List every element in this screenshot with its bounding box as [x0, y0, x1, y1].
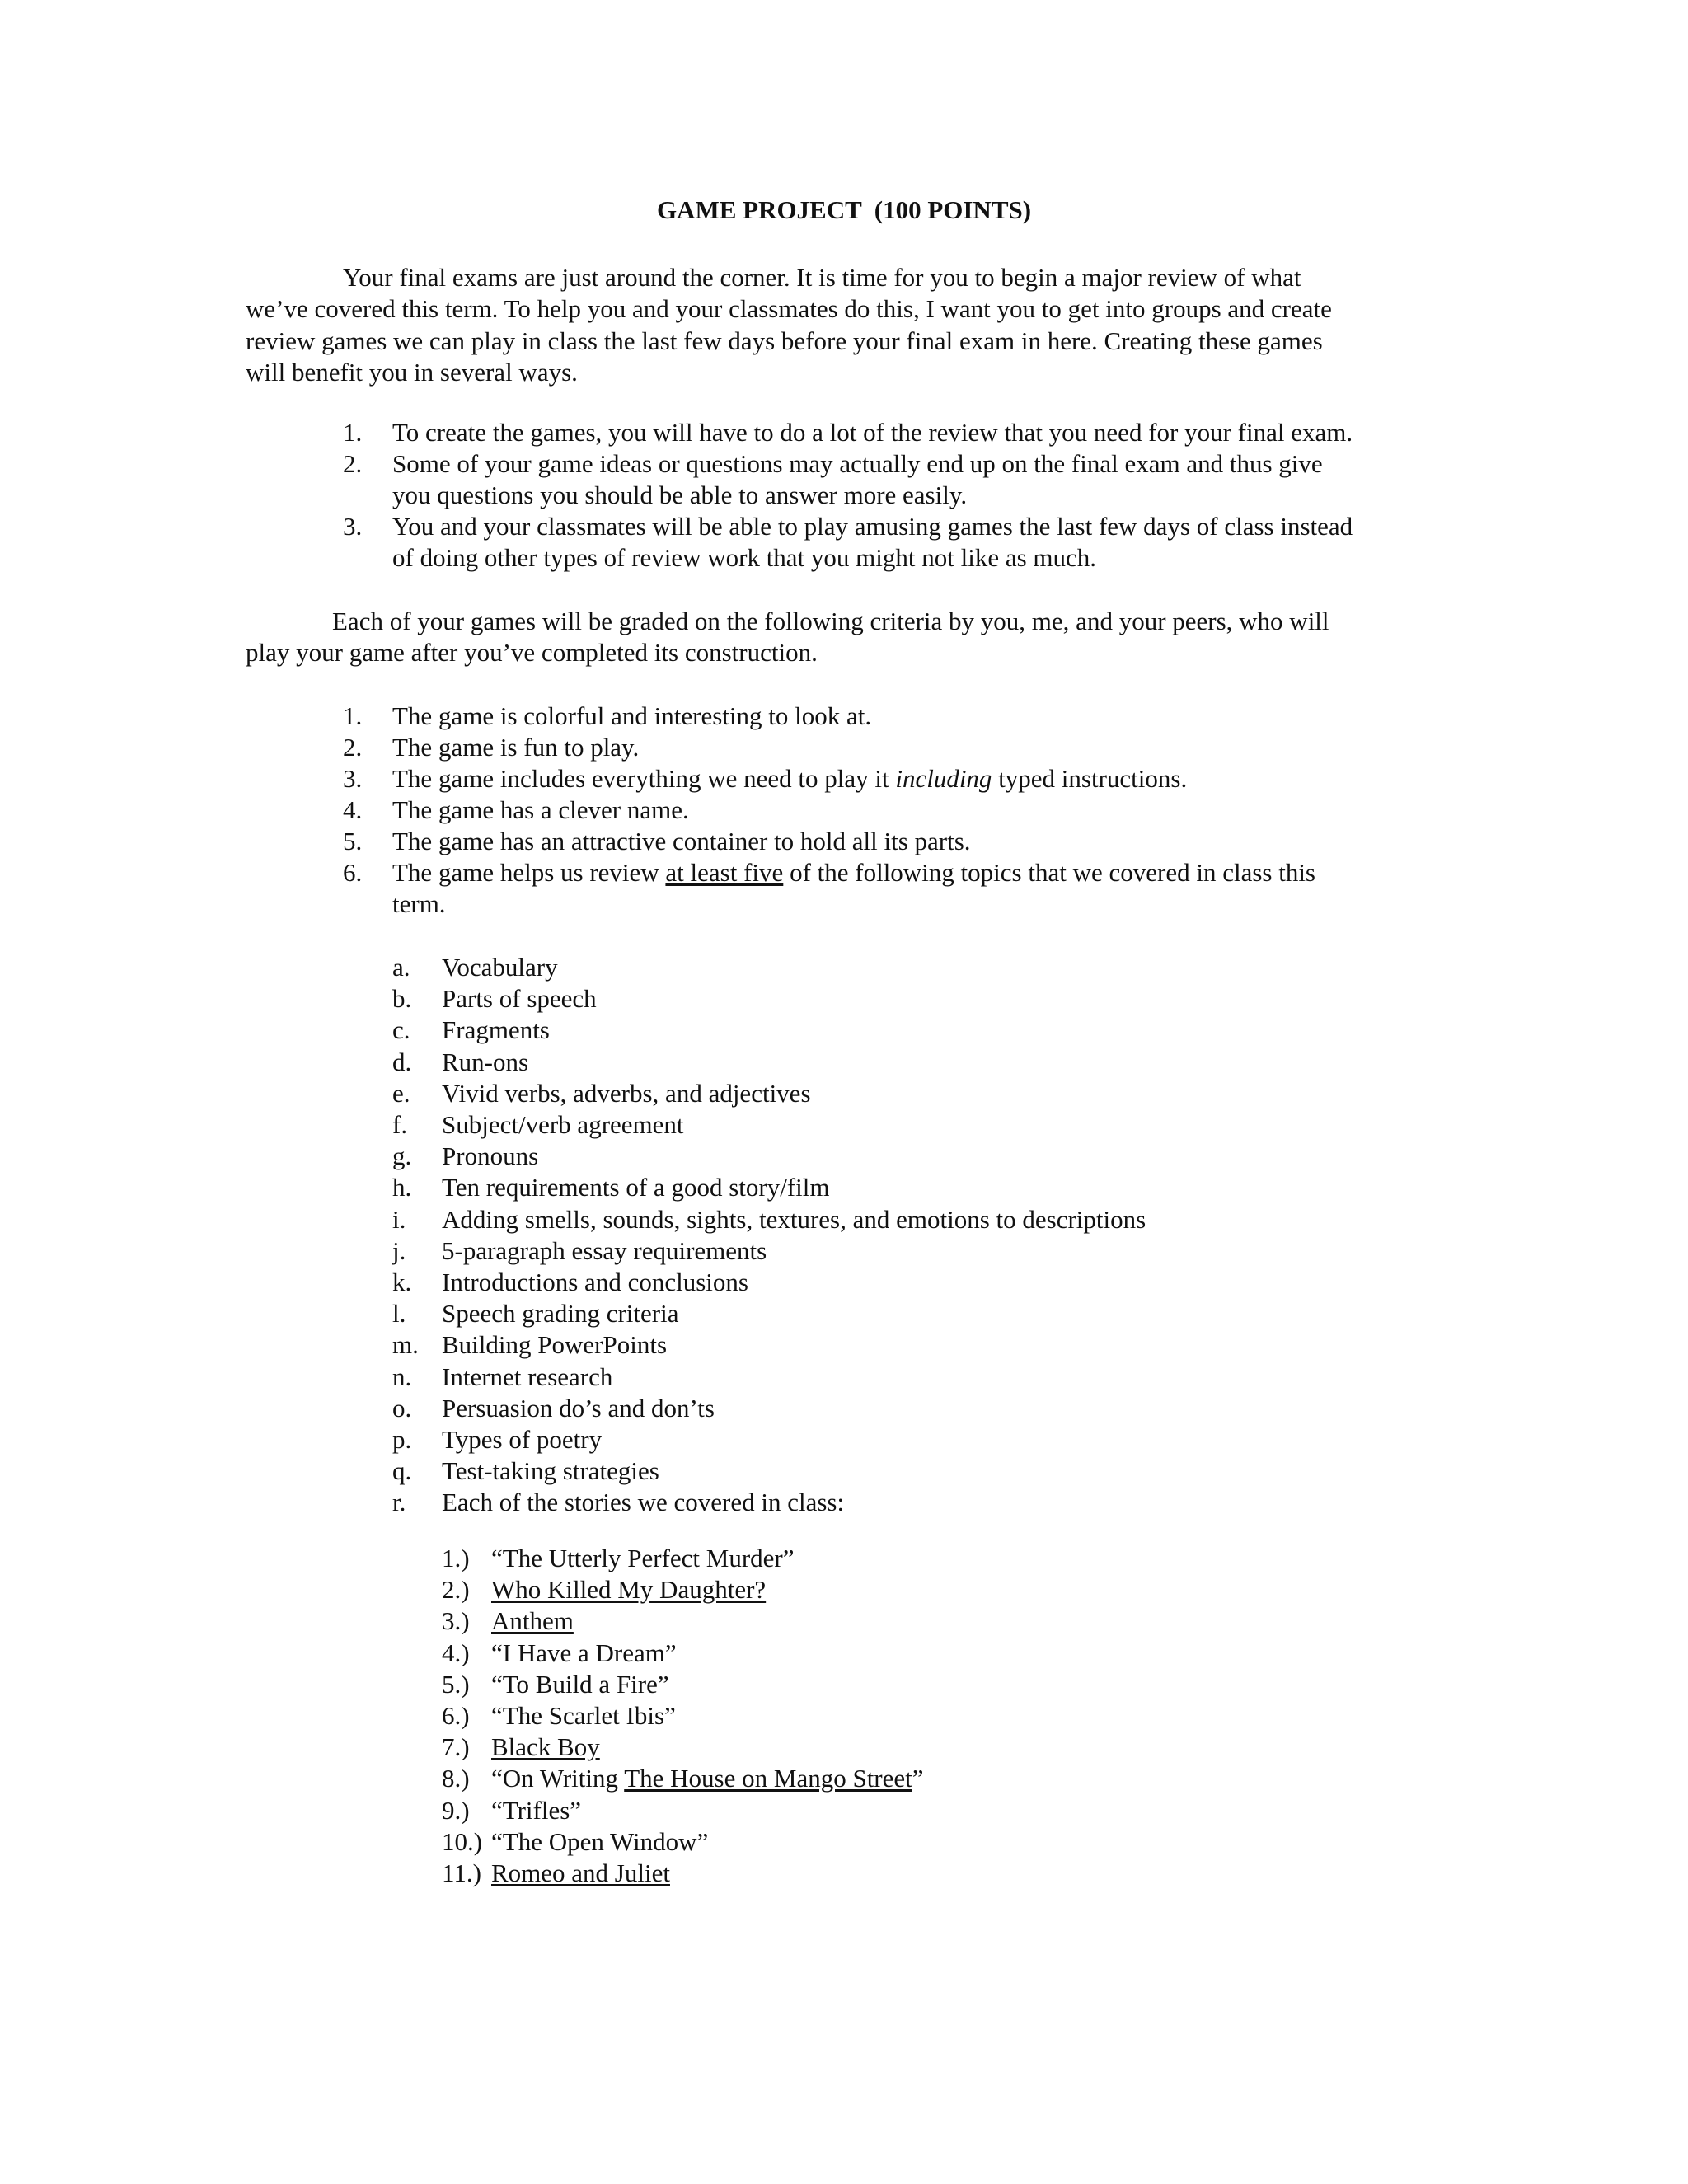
list-text: The game is fun to play. [392, 733, 640, 762]
list-text: The game has a clever name. [392, 795, 689, 824]
topic-text: Test-taking strategies [442, 1456, 659, 1486]
story-text: “To Build a Fire” [491, 1669, 669, 1699]
underlined-title: Black Boy [491, 1732, 600, 1762]
intro-line: will benefit you in several ways. [246, 357, 578, 387]
story-number: 4.) [442, 1638, 470, 1667]
list-text: The game helps us review [392, 858, 666, 887]
story-number: 7.) [442, 1732, 470, 1762]
topic-text: Run-ons [442, 1047, 529, 1076]
grading-line: play your game after you’ve completed its construction. [246, 638, 818, 668]
story-title [491, 1574, 766, 1605]
list-number: 3. [343, 764, 363, 793]
list-number: 2. [343, 449, 363, 478]
story-title [491, 1543, 795, 1574]
intro-line: review games we can play in class the last few days before your final exam in here. Creating these games [246, 326, 1323, 355]
topic-letter: r. [392, 1488, 406, 1517]
story-number: 6.) [442, 1701, 470, 1730]
story-text: “The Scarlet Ibis” [491, 1701, 676, 1730]
grading-paragraph [246, 606, 1441, 669]
list-text: The game includes everything we need to play it [392, 764, 896, 793]
topic-text: Parts of speech [442, 984, 597, 1014]
topic-text: Persuasion do’s and don’ts [442, 1393, 715, 1422]
list-number: 2. [343, 733, 363, 762]
list-text: typed instructions. [992, 764, 1188, 793]
list-text: Some of your game ideas or questions may actually end up on the final exam and thus give [392, 449, 1323, 478]
topic-letter: n. [392, 1361, 412, 1391]
topic-letter: h. [392, 1173, 412, 1202]
topic-text: Building PowerPoints [442, 1330, 668, 1360]
list-text: of the following topics that we covered in class this [783, 858, 1315, 887]
list-number: 4. [343, 795, 363, 824]
story-title [491, 1638, 677, 1669]
list-number: 5. [343, 827, 363, 855]
topic-text: Fragments [442, 1015, 550, 1045]
topic-letter: e. [392, 1078, 410, 1108]
story-text: “On Writing [491, 1764, 625, 1793]
list-text: To create the games, you will have to do a lot of the review that you need for your final exam. [392, 418, 1353, 447]
topic-letter: g. [392, 1141, 412, 1171]
story-number: 8.) [442, 1764, 470, 1793]
story-title [491, 1795, 581, 1826]
story-text: “The Open Window” [491, 1826, 709, 1856]
emphasis-text: including [895, 764, 992, 793]
topic-letter: a. [392, 953, 410, 982]
list-number: 6. [343, 858, 363, 887]
underlined-title: Anthem [491, 1606, 574, 1636]
topic-text: 5-paragraph essay requirements [442, 1235, 767, 1265]
list-text: you questions you should be able to answer more easily. [392, 480, 968, 510]
story-number: 11.) [442, 1858, 481, 1887]
topic-letter: b. [392, 984, 412, 1014]
story-number: 5.) [442, 1669, 470, 1699]
topic-text: Internet research [442, 1361, 613, 1391]
topic-text: Subject/verb agreement [442, 1110, 684, 1139]
story-title [491, 1826, 708, 1858]
topic-letter: p. [392, 1425, 412, 1454]
intro-paragraph [246, 262, 1441, 388]
story-text: ” [912, 1764, 924, 1793]
list-text: term. [392, 889, 446, 919]
story-title [491, 1605, 574, 1637]
list-number: 1. [343, 701, 363, 730]
topic-text: Speech grading criteria [442, 1299, 679, 1329]
story-title [491, 1669, 669, 1700]
topic-text: Each of the stories we covered in class: [442, 1488, 845, 1517]
story-text: “Trifles” [491, 1795, 582, 1825]
story-title [491, 1763, 924, 1794]
list-text: The game is colorful and interesting to look at. [392, 701, 872, 730]
list-text: of doing other types of review work that you might not like as much. [392, 543, 1097, 573]
story-title [491, 1700, 676, 1732]
topic-text: Vivid verbs, adverbs, and adjectives [442, 1078, 811, 1108]
list-text: The game has an attractive container to hold all its parts. [392, 827, 971, 855]
grading-line: Each of your games will be graded on the following criteria by you, me, and your peers, who will [332, 607, 1329, 635]
topic-letter: q. [392, 1456, 412, 1486]
page-title: GAME PROJECT (100 POINTS) [656, 195, 1032, 224]
underlined-text: at least five [665, 858, 784, 887]
topic-text: Introductions and conclusions [442, 1268, 748, 1296]
intro-line: we’ve covered this term. To help you and your classmates do this, I want you to get into groups and create [246, 294, 1332, 324]
list-number: 1. [343, 418, 363, 447]
topic-text: Ten requirements of a good story/film [442, 1173, 830, 1202]
topic-letter: l. [392, 1299, 406, 1329]
topic-letter: f. [392, 1110, 408, 1139]
story-number: 9.) [442, 1795, 470, 1825]
topic-letter: c. [392, 1015, 410, 1045]
topic-letter: d. [392, 1047, 412, 1076]
story-text: “I Have a Dream” [491, 1638, 677, 1667]
topic-letter: k. [392, 1268, 412, 1296]
topic-text: Vocabulary [442, 953, 558, 982]
list-text: You and your classmates will be able to play amusing games the last few days of class instead [392, 512, 1353, 541]
underlined-title: The House on Mango Street [624, 1764, 912, 1793]
topic-text: Types of poetry [442, 1425, 603, 1454]
topic-letter: m. [392, 1330, 419, 1360]
story-title [491, 1858, 670, 1889]
story-number: 2.) [442, 1575, 470, 1605]
topic-text: Pronouns [442, 1141, 539, 1171]
topic-letter: i. [392, 1204, 406, 1234]
list-number: 3. [343, 512, 363, 541]
story-text: “The Utterly Perfect Murder” [491, 1544, 795, 1572]
underlined-title: Who Killed My Daughter? [491, 1575, 767, 1605]
story-number: 3.) [442, 1606, 470, 1636]
intro-line: Your final exams are just around the corner. It is time for you to begin a major review of what [343, 263, 1301, 292]
topic-text: Adding smells, sounds, sights, textures, and emotions to descriptions [442, 1204, 1146, 1234]
underlined-title: Romeo and Juliet [491, 1858, 670, 1887]
topic-letter: o. [392, 1393, 412, 1422]
story-number: 10.) [442, 1826, 483, 1856]
story-number: 1.) [442, 1544, 470, 1572]
story-title [491, 1732, 600, 1763]
topic-letter: j. [392, 1235, 406, 1265]
